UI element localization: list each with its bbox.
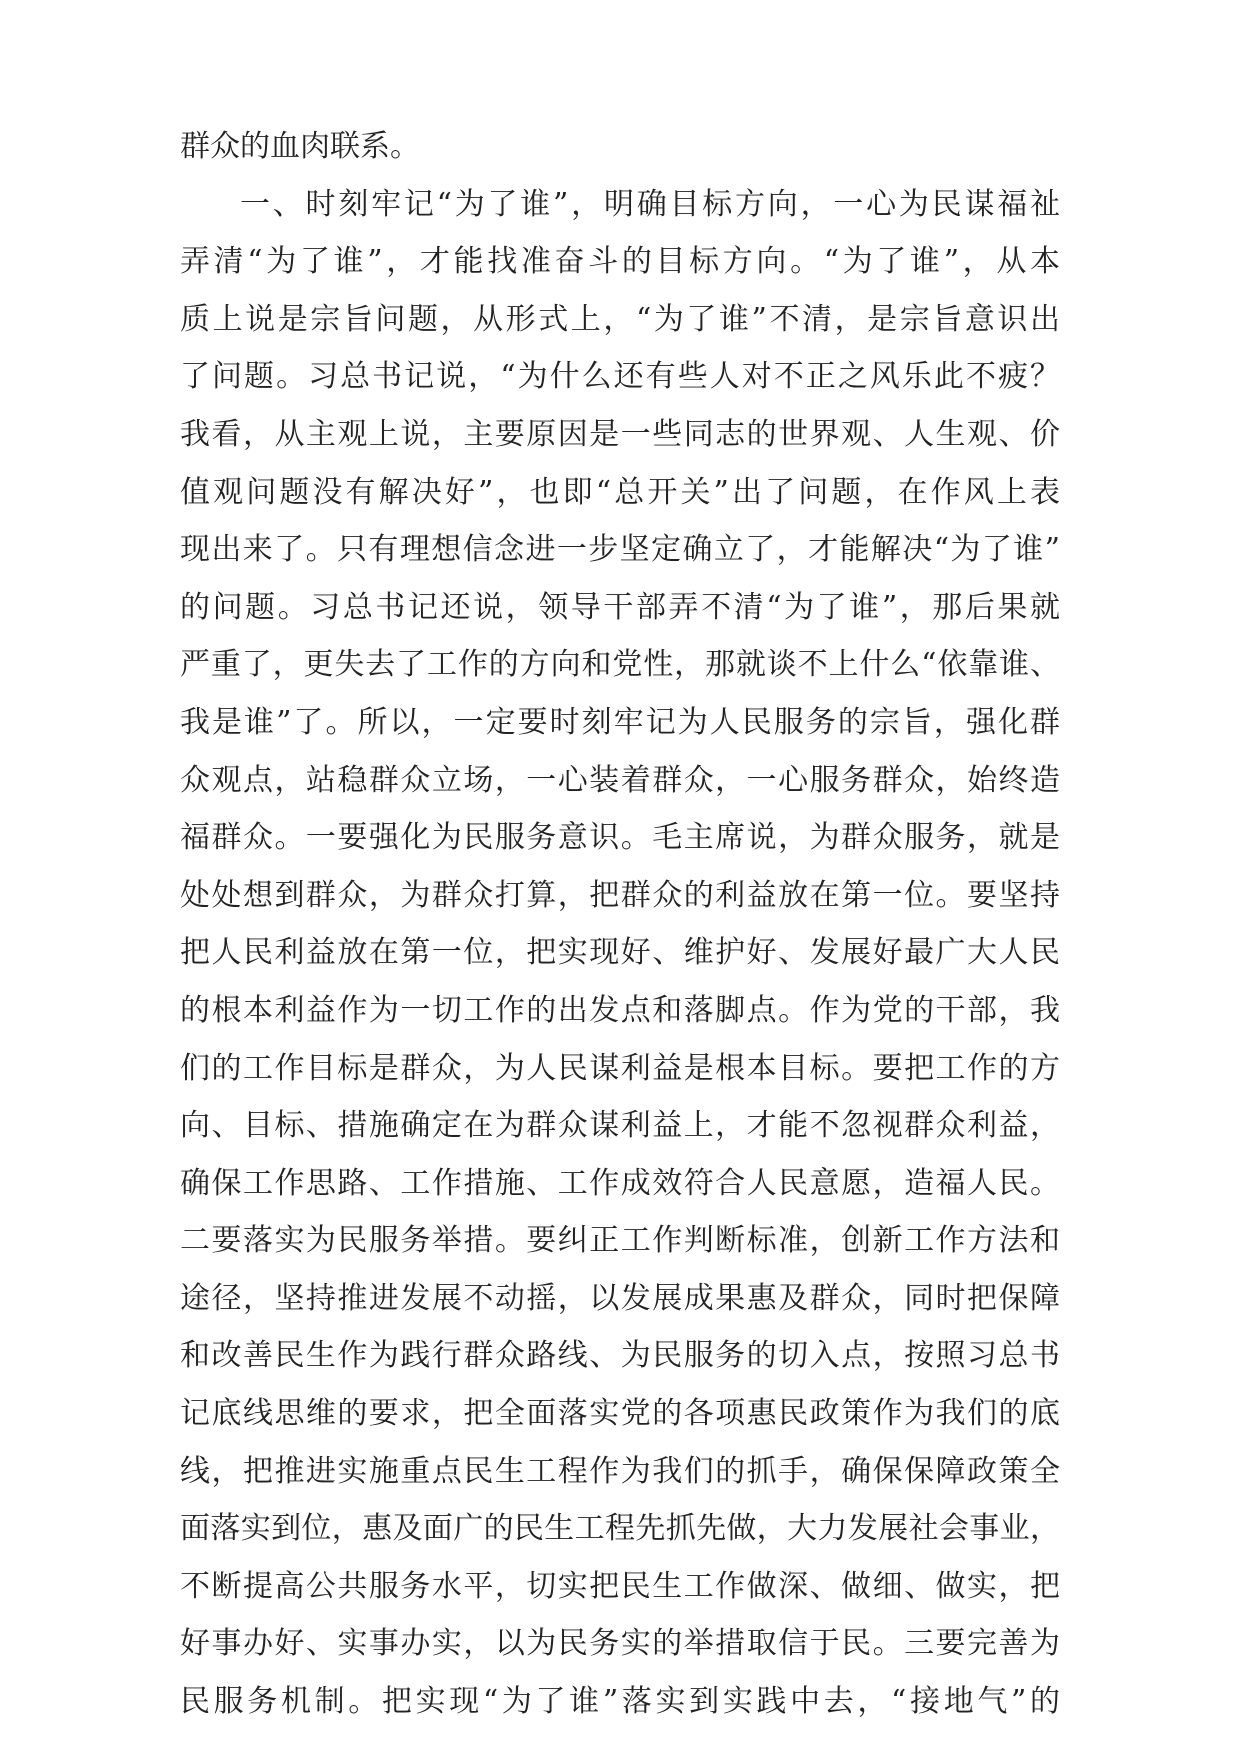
text-line: 民服务机制。把实现“为了谁”落实到实践中去，“接地气”的	[180, 1684, 1060, 1720]
text-line: 了问题。习总书记说，“为什么还有些人对不正之风乐此不疲？	[180, 359, 1060, 395]
text-line: 好事办好、实事办实，以为民务实的举措取信于民。三要完善为	[180, 1626, 1060, 1662]
text-line: 质上说是宗旨问题，从形式上，“为了谁”不清，是宗旨意识出	[180, 301, 1060, 337]
text-line: 弄清“为了谁”，才能找准奋斗的目标方向。“为了谁”，从本	[180, 244, 1060, 280]
text-line: 福群众。一要强化为民服务意识。毛主席说，为群众服务，就是	[180, 820, 1060, 856]
text-line: 记底线思维的要求，把全面落实党的各项惠民政策作为我们的底	[180, 1396, 1060, 1432]
text-line: 把人民利益放在第一位，把实现好、维护好、发展好最广大人民	[180, 935, 1060, 971]
text-line: 二要落实为民服务举措。要纠正工作判断标准，创新工作方法和	[180, 1223, 1060, 1259]
text-line: 我看，从主观上说，主要原因是一些同志的世界观、人生观、价	[180, 416, 1060, 452]
section-heading: 一、时刻牢记“为了谁”，明确目标方向，一心为民谋福祉	[240, 186, 1060, 222]
text-line: 和改善民生作为践行群众路线、为民服务的切入点，按照习总书	[180, 1338, 1060, 1374]
text-line: 现出来了。只有理想信念进一步坚定确立了，才能解决“为了谁”	[180, 532, 1060, 568]
text-line: 严重了，更失去了工作的方向和党性，那就谈不上什么“依靠谁、	[180, 647, 1060, 683]
text-line: 的问题。习总书记还说，领导干部弄不清“为了谁”，那后果就	[180, 589, 1060, 625]
text-line: 处处想到群众，为群众打算，把群众的利益放在第一位。要坚持	[180, 877, 1060, 913]
body-text	[180, 118, 1060, 1731]
text-line: 不断提高公共服务水平，切实把民生工作做深、做细、做实，把	[180, 1568, 1060, 1604]
text-line: 面落实到位，惠及面广的民生工程先抓先做，大力发展社会事业，	[180, 1511, 1060, 1547]
text-line: 向、目标、措施确定在为群众谋利益上，才能不忽视群众利益，	[180, 1108, 1060, 1144]
text-line: 途径，坚持推进发展不动摇，以发展成果惠及群众，同时把保障	[180, 1280, 1060, 1316]
text-line: 线，把推进实施重点民生工程作为我们的抓手，确保保障政策全	[180, 1453, 1060, 1489]
text-line: 众观点，站稳群众立场，一心装着群众，一心服务群众，始终造	[180, 762, 1060, 798]
text-line: 们的工作目标是群众，为人民谋利益是根本目标。要把工作的方	[180, 1050, 1060, 1086]
text-line: 确保工作思路、工作措施、工作成效符合人民意愿，造福人民。	[180, 1165, 1060, 1201]
text-line: 我是谁”了。所以，一定要时刻牢记为人民服务的宗旨，强化群	[180, 704, 1060, 740]
text-line: 的根本利益作为一切工作的出发点和落脚点。作为党的干部，我	[180, 992, 1060, 1028]
text-line: 群众的血肉联系。	[180, 129, 420, 164]
text-line: 值观问题没有解决好”，也即“总开关”出了问题，在作风上表	[180, 474, 1060, 510]
